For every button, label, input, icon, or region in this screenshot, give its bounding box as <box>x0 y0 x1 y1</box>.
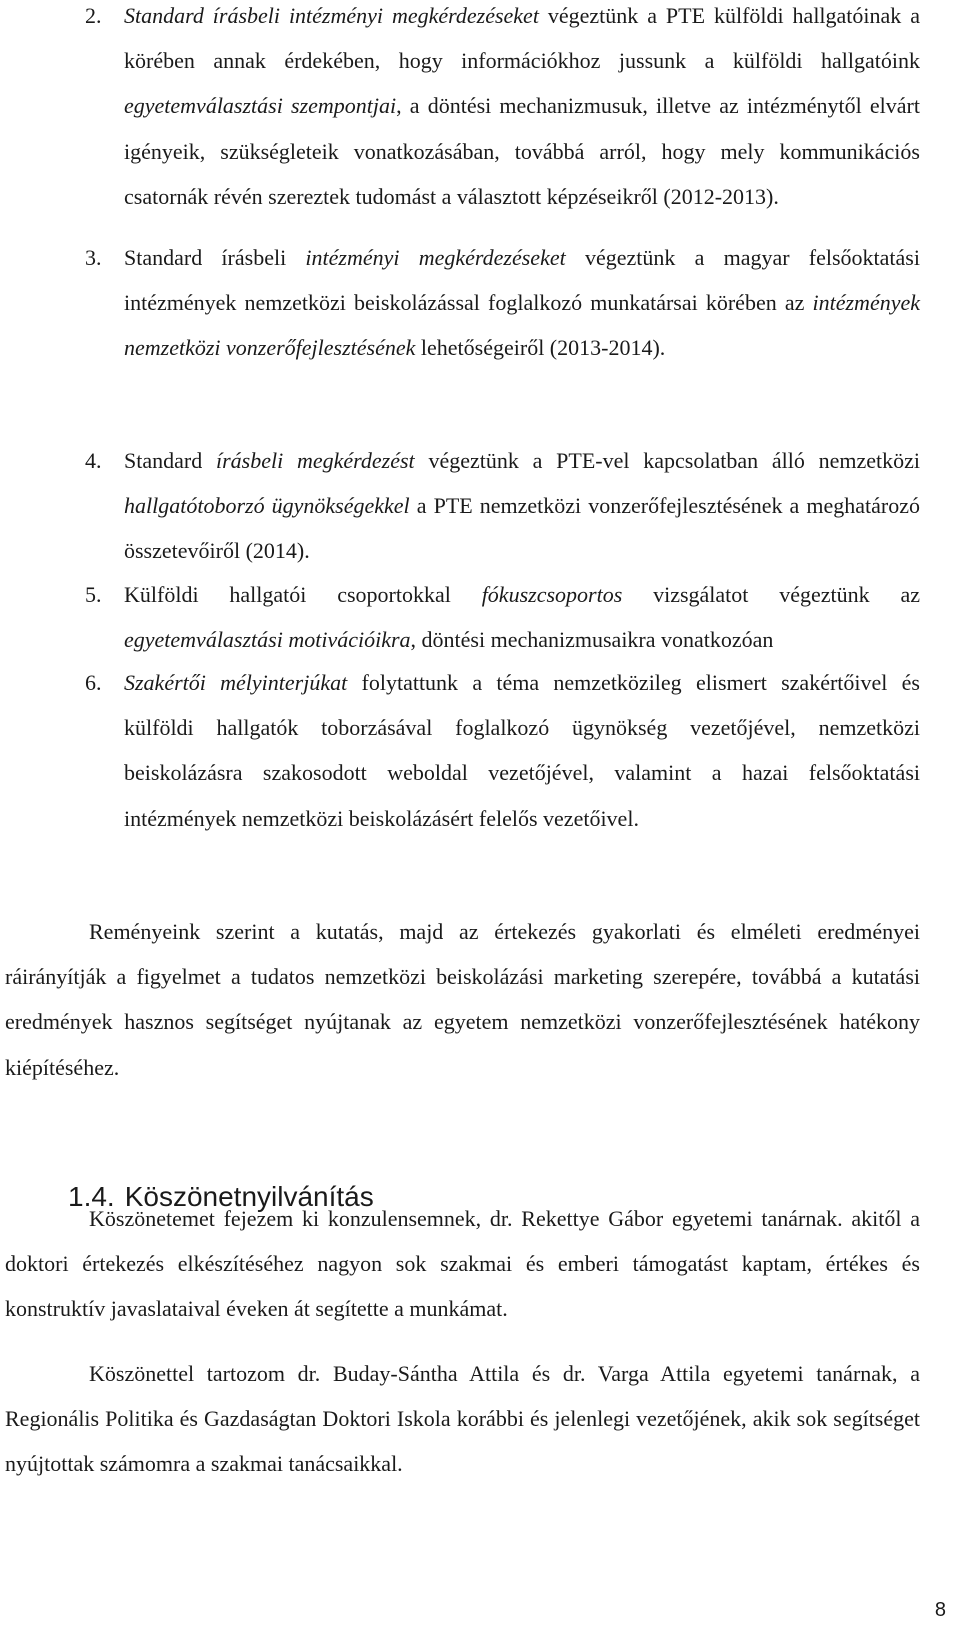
emphasized-text: Standard írásbeli intézményi megkérdezéseket <box>124 3 539 28</box>
list-item <box>0 235 960 371</box>
list-item-text <box>124 245 920 360</box>
emphasized-text: egyetemválasztási szempontjai <box>124 93 397 119</box>
list-item <box>0 0 960 219</box>
list-item-text <box>124 448 920 563</box>
list-item-number: 4. <box>85 448 102 473</box>
list-item-text <box>124 670 920 831</box>
list-item <box>0 660 960 841</box>
text-run: végeztünk a magyar felsőoktatási intézmények nemzetközi beiskolázással foglalkozó munkatársai körében az <box>124 245 920 316</box>
text-run: végeztünk a PTE-vel kapcsolatban álló nemzetközi <box>414 448 921 473</box>
emphasized-text: írásbeli megkérdezést <box>215 448 415 473</box>
list-item-number: 6. <box>85 670 102 695</box>
text-run: Standard írásbeli <box>124 245 306 270</box>
text-run: Standard <box>124 448 216 473</box>
text-run: , döntési mechanizmusaikra vonatkozóan <box>410 627 774 653</box>
list-item-number: 5. <box>85 582 102 607</box>
emphasized-text: intézmények nemzetközi vonzerőfejlesztésének <box>124 290 920 361</box>
list-item <box>0 572 960 662</box>
ack-paragraph: Köszönettel tartozom dr. Buday-Sántha Attila és dr. Varga Attila egyetemi tanárnak, a Regionális Politika és Gazdaságtan Doktori Iskola korábbi és jelenlegi vezetőjének, akik sok segítséget nyújtottak számomra a szakmai tanácsaikkal. <box>5 1361 920 1477</box>
list-item-number: 3. <box>85 245 102 270</box>
page-number: 8 <box>934 1599 946 1621</box>
text-run: folytattunk a téma nemzetközileg elismert szakértőivel és külföldi hallgatók toborzásával foglalkozó ügynökség vezetőjével, nemzetközi beiskolázásra szakosodott weboldal vezetőjével, valamint a hazai felsőoktatási intézmények nemzetközi beiskolázásért felelős vezetőivel. <box>124 670 920 831</box>
emphasized-text: intézményi megkérdezéseket <box>305 245 566 270</box>
text-run: Külföldi hallgatói csoportokkal <box>124 582 482 607</box>
closing-paragraph: Reményeink szerint a kutatás, majd az értekezés gyakorlati és elméleti eredményei ráirányítják a figyelmet a tudatos nemzetközi beiskolázási marketing szerepére, továbbá a kutatási eredmények hasznos segítséget nyújtanak az egyetem nemzetközi vonzerőfejlesztésének hatékony kiépítéséhez. <box>5 919 920 1080</box>
emphasized-text: egyetemválasztási motivációikra <box>124 627 411 653</box>
text-run: vizsgálatot végeztünk az <box>622 582 920 607</box>
text-run: lehetőségeiről (2013-2014). <box>415 335 666 361</box>
section-title: Köszönetnyilvánítás <box>124 1181 374 1212</box>
text-run: a PTE nemzetközi vonzerőfejlesztésének a meghatározó összetevőiről (2014). <box>124 493 920 564</box>
list-item-text <box>124 582 920 652</box>
emphasized-text: fókuszcsoportos <box>481 582 623 607</box>
emphasized-text: hallgatótoborzó ügynökségekkel <box>124 493 410 519</box>
text-run: , a döntési mechanizmusuk, illetve az intézménytől elvárt igényeik, szükségleteik vonatkozásában, továbbá arról, hogy mely kommunikációs csatornák révén szereztek tudomást a választott képzéseikről (2012-2013). <box>124 93 920 209</box>
list-item <box>0 438 960 574</box>
section-number: 1.4. <box>68 1181 115 1212</box>
list-item-text <box>124 3 920 209</box>
emphasized-text: Szakértői mélyinterjúkat <box>124 670 348 695</box>
text-run: végeztünk a PTE külföldi hallgatóinak a körében annak érdekében, hogy információkhoz jussunk a külföldi hallgatóink <box>124 3 920 74</box>
list-item-number: 2. <box>85 3 102 28</box>
ack-paragraph: Köszönetemet fejezem ki konzulensemnek, dr. Rekettye Gábor egyetemi tanárnak. akitől a doktori értekezés elkészítéséhez nagyon sok szakmai és emberi támogatást kaptam, értékes és konstruktív javaslataival éveken át segítette a munkámat. <box>5 1206 920 1322</box>
